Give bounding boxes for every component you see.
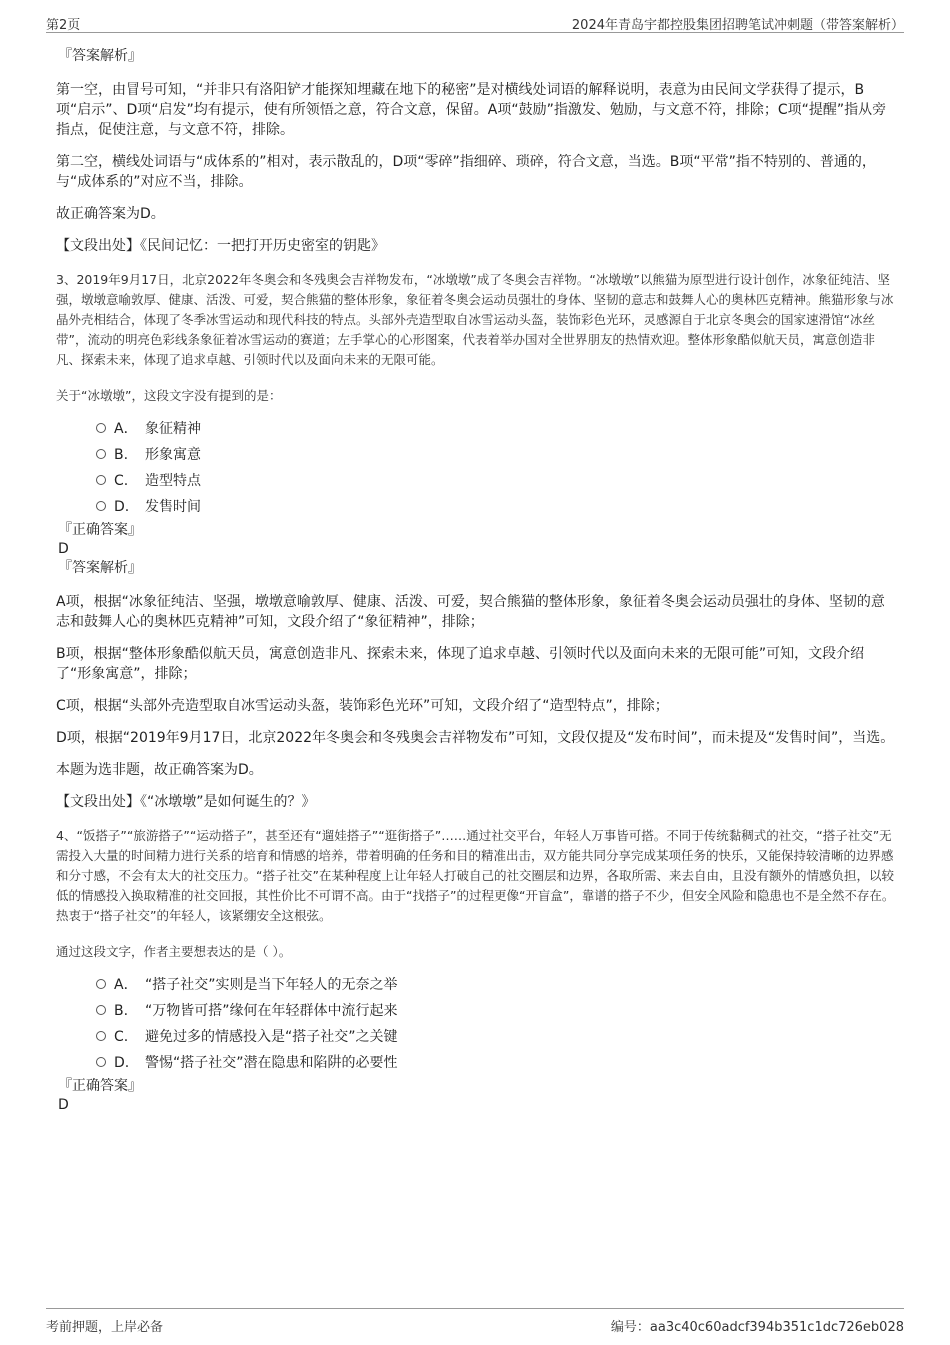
footer-slogan: 考前押题，上岸必备	[46, 1320, 164, 1335]
option-a[interactable]: A． 象征精神	[96, 416, 898, 442]
option-d[interactable]: D. 发售时间	[96, 494, 898, 520]
correct-answer: D	[58, 541, 69, 557]
source-citation: 【文段出处】《“冰墩墩”是如何诞生的？》	[56, 794, 316, 810]
analysis-tag: 『答案解析』	[58, 560, 142, 576]
radio-icon[interactable]	[96, 501, 106, 511]
correct-answer-tag: 『正确答案』	[58, 522, 142, 538]
option-c[interactable]: C. 造型特点	[96, 468, 898, 494]
analysis-paragraph: B项，根据“整体形象酷似航天员，寓意创造非凡、探索未来，体现了追求卓越、引领时代以及面向未来的无限可能”可知，文段介绍了“形象寓意”，排除；	[56, 646, 865, 682]
question-passage: 3、2019年9月17日，北京2022年冬奥会和冬残奥会吉祥物发布，“冰墩墩”成了冬奥会吉祥物。“冰墩墩”以熊猫为原型进行设计创作，冰象征纯洁、坚强，墩墩意喻敦厚、健康、活泼、可爱，契合熊猫的整体形象，象征着冬奥会运动员强壮的身体、坚韧的意志和鼓舞人心的奥林匹克精神。熊猫形象与冰晶外壳相结合，体现了冬季冰雪运动和现代科技的特点。头部外壳造型取自冰雪运动头盔，装饰彩色光环，灵感源自于北京冬奥会的国家速滑馆“冰丝带”，流动的明亮色彩线条象征着冰雪运动的赛道；左手掌心的心形图案，代表着举办国对全世界朋友的热情欢迎。整体形象酷似航天员，寓意创造非凡、探索未来，体现了追求卓越、引领时代以及面向未来的无限可能。	[56, 272, 894, 367]
radio-icon[interactable]	[96, 1031, 106, 1041]
radio-icon[interactable]	[96, 423, 106, 433]
option-b[interactable]: B. 形象寓意	[96, 442, 898, 468]
question-stem: 关于“冰墩墩”，这段文字没有提到的是：	[56, 388, 282, 403]
radio-icon[interactable]	[96, 475, 106, 485]
correct-answer-tag: 『正确答案』	[58, 1078, 142, 1094]
page-footer	[46, 1308, 904, 1333]
document-title: 2024年青岛宇都控股集团招聘笔试冲刺题（带答案解析）	[571, 18, 904, 33]
source-citation: 【文段出处】《民间记忆：一把打开历史密室的钥匙》	[56, 238, 385, 254]
question-passage: 4、“饭搭子”“旅游搭子”“运动搭子”，甚至还有“遛娃搭子”“逛街搭子”……通过社交平台，年轻人万事皆可搭。不同于传统黏稠式的社交，“搭子社交”无需投入大量的时间精力进行关系的培育和情感的培养，带着明确的任务和目的精准出击，双方能共同分享完成某项任务的快乐，又能保持较清晰的边界感和分寸感，不会有太大的社交压力。“搭子社交”在某种程度上让年轻人打破自己的社交圈层和边界，各取所需、来去自由，且没有额外的情感负担，以较低的情感投入换取精准的社交回报，其性价比不可谓不高。由于“找搭子”的过程更像“开盲盒”，靠谱的搭子不少，但安全风险和隐患也不是全然不存在。热衷于“搭子社交”的年轻人，该紧绷安全这根弦。	[56, 828, 895, 923]
analysis-conclusion: 本题为选非题，故正确答案为D。	[56, 762, 263, 778]
analysis-paragraph: D项，根据“2019年9月17日，北京2022年冬奥会和冬残奥会吉祥物发布”可知，文段仅提及“发布时间”，而未提及“发售时间”，当选。	[56, 730, 895, 746]
option-list	[96, 416, 898, 520]
analysis-paragraph: C项，根据“头部外壳造型取自冰雪运动头盔，装饰彩色光环”可知，文段介绍了“造型特点”，排除；	[56, 698, 669, 714]
option-list	[96, 972, 898, 1076]
analysis-paragraph: A项，根据“冰象征纯洁、坚强，墩墩意喻敦厚、健康、活泼、可爱，契合熊猫的整体形象，象征着冬奥会运动员强壮的身体、坚韧的意志和鼓舞人心的奥林匹克精神”可知，文段介绍了“象征精神”，排除；	[56, 594, 885, 630]
radio-icon[interactable]	[96, 1005, 106, 1015]
page-content	[56, 44, 898, 1114]
radio-icon[interactable]	[96, 979, 106, 989]
analysis-conclusion: 故正确答案为D。	[56, 206, 165, 222]
radio-icon[interactable]	[96, 449, 106, 459]
radio-icon[interactable]	[96, 1057, 106, 1067]
option-c[interactable]: C. 避免过多的情感投入是“搭子社交”之关键	[96, 1024, 898, 1050]
page-header	[46, 12, 904, 33]
option-a[interactable]: A． “搭子社交”实则是当下年轻人的无奈之举	[96, 972, 898, 998]
option-b[interactable]: B. “万物皆可搭”缘何在年轻群体中流行起来	[96, 998, 898, 1024]
analysis-paragraph: 第一空，由冒号可知，“并非只有洛阳铲才能探知埋藏在地下的秘密”是对横线处词语的解释说明，表意为由民间文学获得了提示，B项“启示”、D项“启发”均有提示，使有所领悟之意，符合文意，保留。A项“鼓励”指激发、勉励，与文意不符，排除；C项“提醒”指从旁指点，促使注意，与文意不符，排除。	[56, 82, 887, 138]
option-d[interactable]: D. 警惕“搭子社交”潜在隐患和陷阱的必要性	[96, 1050, 898, 1076]
correct-answer: D	[58, 1097, 69, 1113]
document-code: 编号：aa3c40c60adcf394b351c1dc726eb028	[610, 1320, 904, 1335]
analysis-tag: 『答案解析』	[58, 48, 142, 64]
question-stem: 通过这段文字，作者主要想表达的是（ ）。	[56, 944, 292, 959]
page-number: 第2页	[46, 18, 81, 33]
analysis-paragraph: 第二空，横线处词语与“成体系的”相对，表示散乱的，D项“零碎”指细碎、琐碎，符合文意，当选。B项“平常”指不特别的、普通的，与“成体系的”对应不当，排除。	[56, 154, 876, 190]
